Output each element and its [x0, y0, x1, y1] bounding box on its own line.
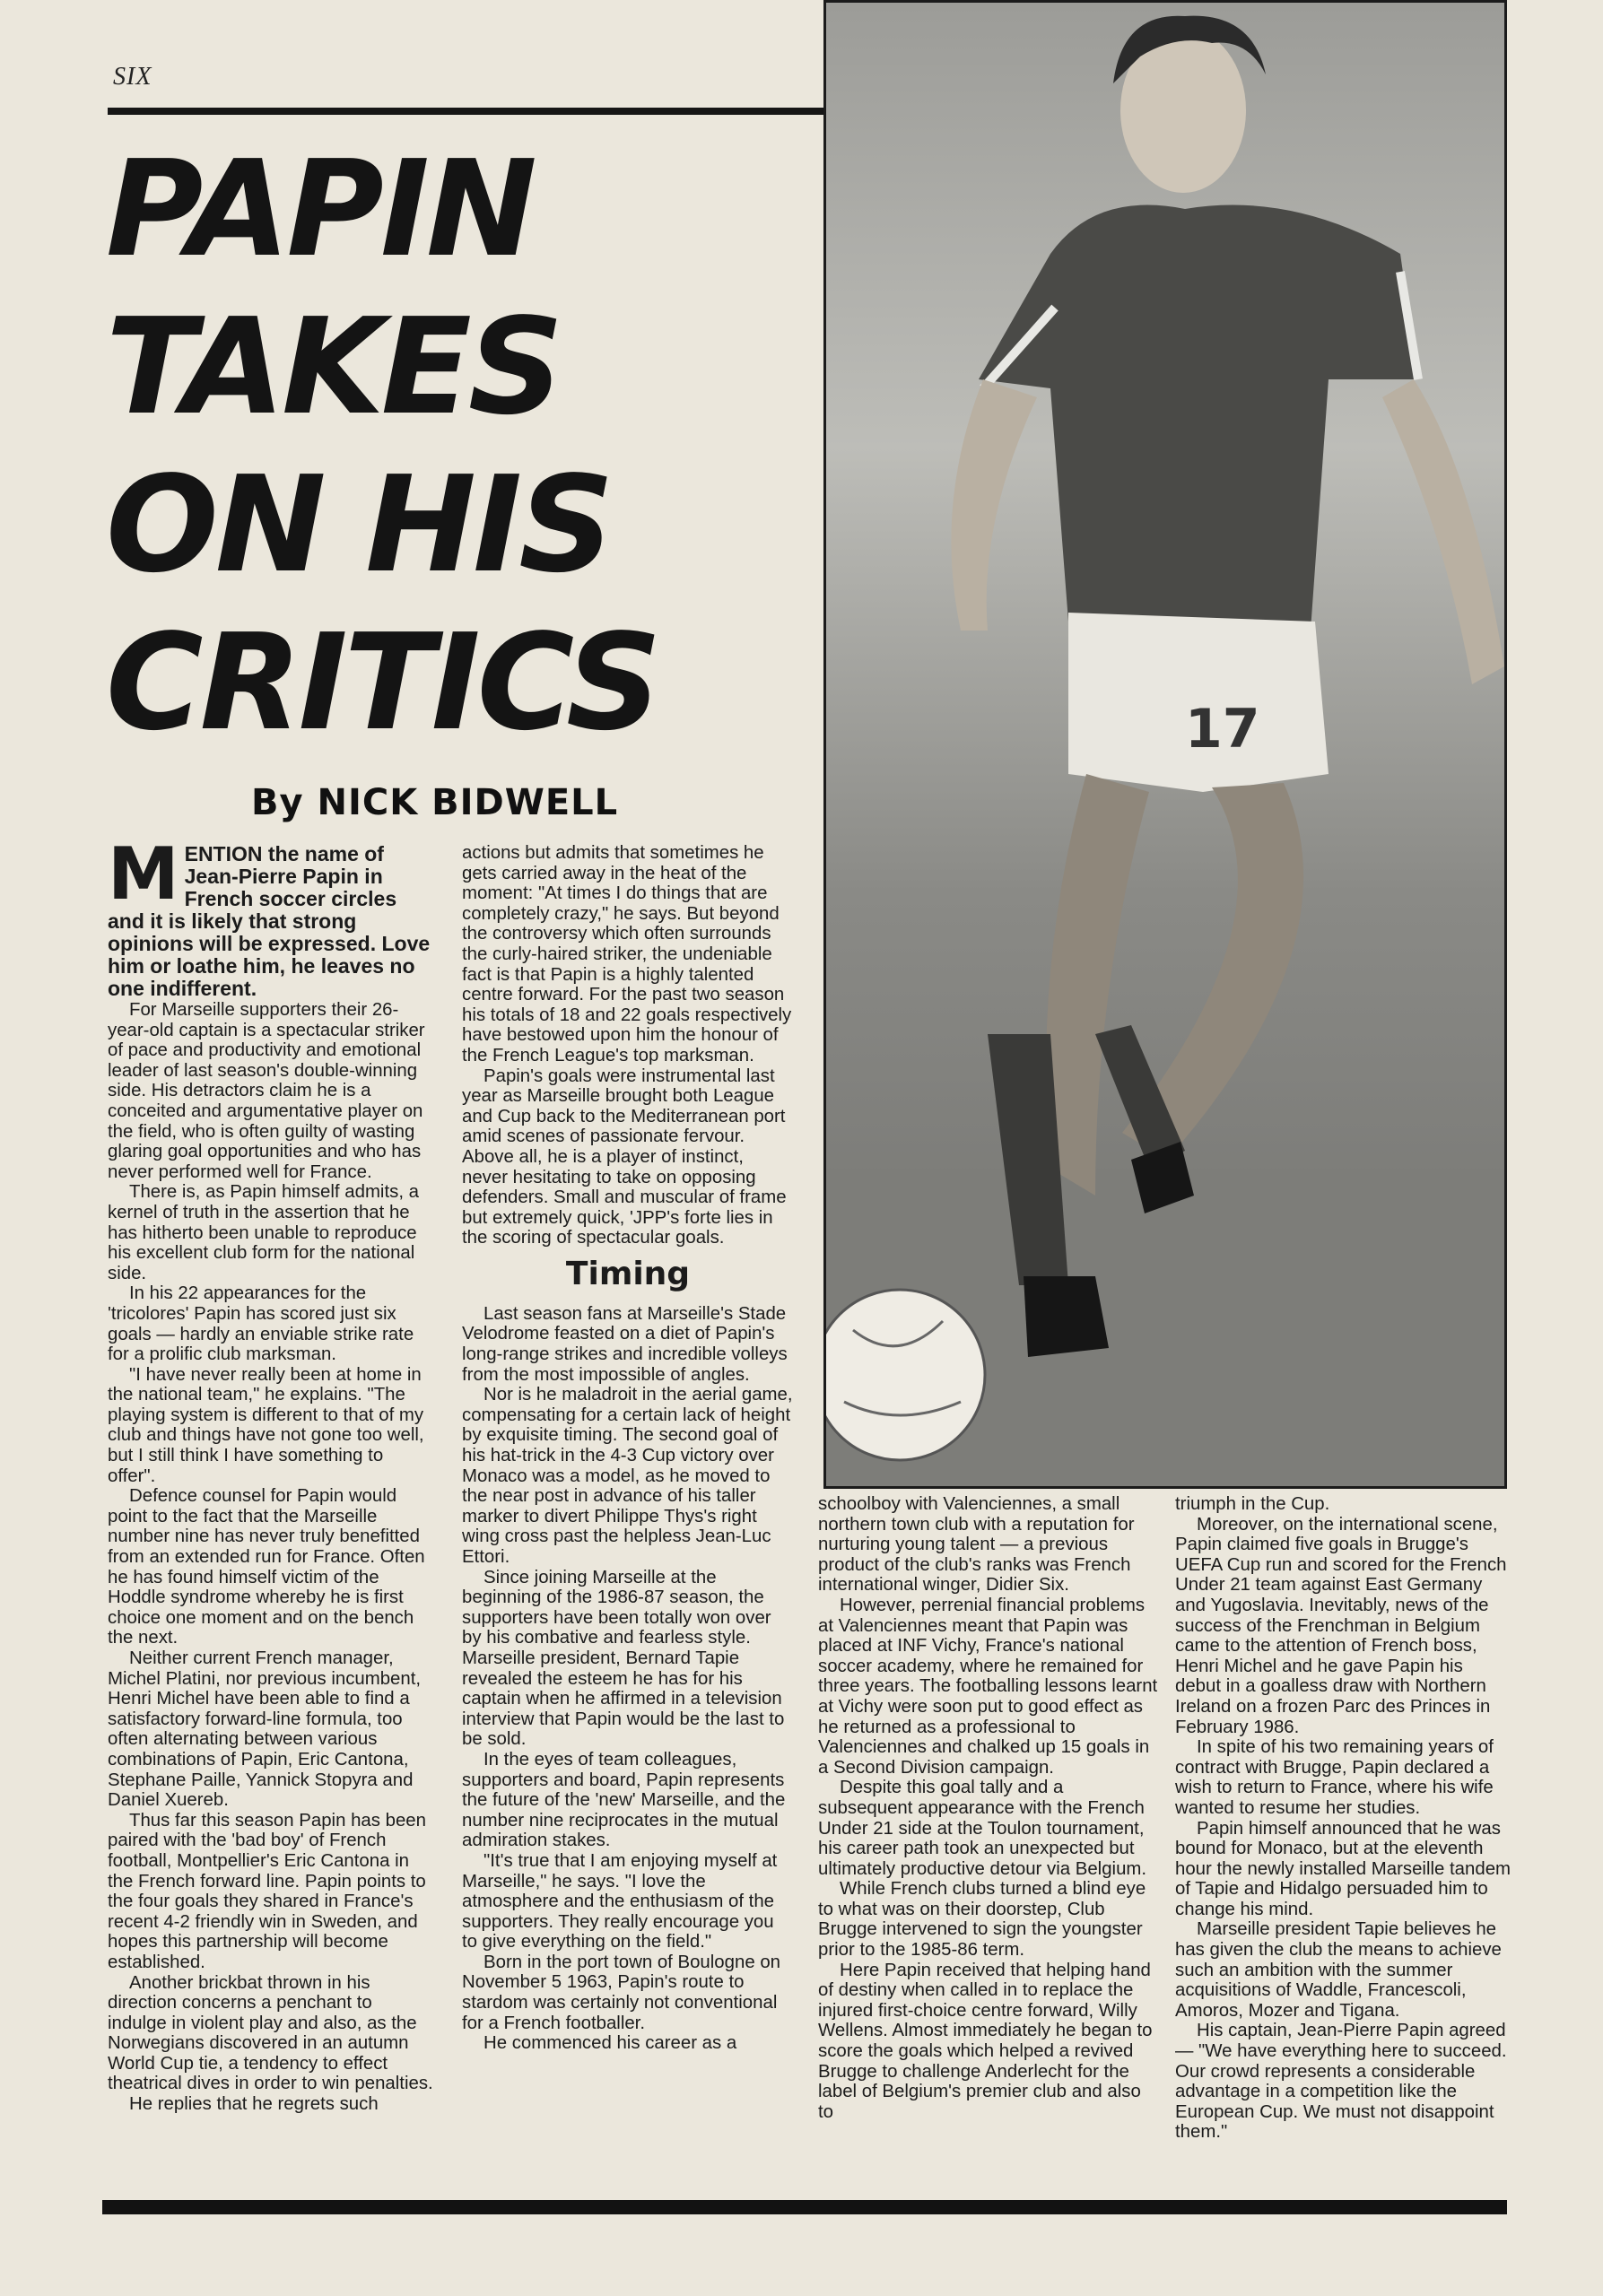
paragraph: Last season fans at Marseille's Stade Velodrome feasted on a diet of Papin's long-range strikes and incredible volleys from the most impossible of angles. [462, 1303, 788, 1385]
headline-line: TAKES [106, 290, 561, 444]
paragraph: In spite of his two remaining years of contract with Brugge, Papin declared a wish to return to France, where his wife wanted to resume her studies. [1175, 1737, 1494, 1818]
paragraph: Papin himself announced that he was bound for Monaco, but at the eleventh hour the newly installed Marseille tandem of Tapie and Hidalgo persuaded him to change his mind. [1175, 1818, 1512, 1919]
paragraph: Marseille president Tapie believes he has given the club the means to achieve such an ambition with the summer acquisitions of Waddle, Francescoli, Amoros, Mozer and Tigana. [1175, 1919, 1502, 2021]
player-photo [823, 0, 1507, 1489]
paragraph: Born in the port town of Boulogne on November 5 1963, Papin's route to stardom was certainly not conventional for a French footballer. [462, 1952, 781, 2033]
paragraph: schoolboy with Valenciennes, a small northern town club with a reputation for nurturing young talent — a previous product of the club's ranks was French international winger, Didier Six. [818, 1494, 1135, 1596]
paragraph: Neither current French manager, Michel Platini, nor previous incumbent, Henri Michel have been able to find a satisfactory forward-line formula, too often alternating between various combinations of Papin, Eric Cantona, Stephane Paille, Yannick Stopyra and Daniel Xuereb. [108, 1648, 422, 1811]
article-column-2 [462, 843, 794, 2054]
paragraph: There is, as Papin himself admits, a kernel of truth in the assertion that he has hitherto been unable to reproduce his excellent club form for the national side. [108, 1182, 419, 1283]
paragraph: "It's true that I am enjoying myself at Marseille," he says. "I love the atmosphere and the enthusiasm of the supporters. They really encourage you to give everything on the field." [462, 1850, 778, 1952]
paragraph: While French clubs turned a blind eye to what was on their doorstep, Club Brugge intervened to sign the youngster prior to the 1985-86 term. [818, 1879, 1146, 1961]
paragraph: Papin's goals were instrumental last year as Marseille brought both League and Cup back to the Mediterranean port amid scenes of passionate fervour. Above all, he is a player of instinct, never hesitating to take on opposing defenders. Small and muscular of frame but extremely quick, 'JPP's forte lies in the scoring of spectacular goals. [462, 1065, 787, 1248]
lead-text: ENTION the name of Jean-Pierre Papin in French soccer circles and it is likely that strong opinions will be expressed. Love him or loathe him, he leaves no one indifferent. [108, 842, 431, 1000]
paragraph: He replies that he regrets such [129, 2094, 379, 2115]
paragraph: He commenced his career as a [484, 2033, 737, 2054]
paragraph: In his 22 appearances for the 'tricolores' Papin has scored just six goals — hardly an enviable strike rate for a prolific club marksman. [108, 1283, 414, 1365]
subheading: Timing [565, 1255, 691, 1292]
paragraph: His captain, Jean-Pierre Papin agreed — "We have everything here to succeed. Our crowd represents a considerable advantage in a competition like the European Cup. We must not disappoint them." [1175, 2021, 1507, 2143]
paragraph: Here Papin received that helping hand of destiny when called in to replace the injured first-choice centre forward, Willy Wellens. Almost immediately he began to score the goals which helped a revived Brugge to challenge Anderlecht for the label of Belgium's premier club and also to [818, 1960, 1153, 2122]
byline: By NICK BIDWELL [251, 782, 619, 823]
headline-line: ON HIS [106, 448, 611, 602]
headline-line: CRITICS [106, 605, 658, 760]
player-illustration [826, 3, 1504, 1486]
top-rule [108, 108, 825, 115]
paragraph: Moreover, on the international scene, Papin claimed five goals in Brugge's UEFA Cup run and scored for the French Under 21 team against East Germany and Yugoslavia. Inevitably, news of the success of the Frenchman in Belgium came to the attention of French boss, Henri Michel and he gave Papin his debut in a goalless draw with Northern Ireland on a frozen Parc des Princes in February 1986. [1175, 1514, 1507, 1737]
page-number-label: SIX [113, 63, 152, 91]
lead-paragraph [108, 832, 435, 1000]
paragraph: However, perrenial financial problems at Valenciennes meant that Papin was placed at INF Vichy, France's national soccer academy, where he remained for three years. The footballing lessons learnt at Vichy were soon put to good effect as he returned as a professional to Valenciennes and chalked up 15 goals in a Second Division campaign. [818, 1595, 1158, 1778]
headline-line: PAPIN [106, 132, 534, 286]
shirt-number: 17 [1185, 698, 1260, 761]
headline [106, 130, 823, 761]
bottom-rule [102, 2200, 1507, 2214]
paragraph: "I have never really been at home in the national team," he explains. "The playing system is different to that of my club and things have not gone too well, but I still think I have something to offer". [108, 1364, 424, 1486]
paragraph: Nor is he maladroit in the aerial game, compensating for a certain lack of height by exquisite timing. The second goal of his hat-trick in the 4-3 Cup victory over Monaco was a model, as he moved to the near post in advance of his taller marker to divert Philippe Thys's right wing cross past the helpless Jean-Luc Ettori. [462, 1385, 793, 1567]
paragraph: Defence counsel for Papin would point to the fact that the Marseille number nine has never truly benefitted from an extended run for France. Often he has found himself victim of the Hoddle syndrome whereby he is first choice one moment and on the bench the next. [108, 1486, 425, 1648]
article-column-3 [818, 1494, 1159, 2122]
drop-cap: M [108, 832, 179, 916]
paragraph: For Marseille supporters their 26-year-old captain is a spectacular striker of pace and productivity and emotional leader of last season's double-winning side. His detractors claim he is a conceited and argumentative player on the field, who is often guilty of wasting glaring goal opportunities and who has never performed well for France. [108, 1000, 425, 1182]
paragraph: actions but admits that sometimes he gets carried away in the heat of the moment: "At times I do things that are completely crazy," he says. But beyond the controversy which often surrounds the curly-haired striker, the undeniable fact is that Papin is a highly talented centre forward. For the past two season his totals of 18 and 22 goals respectively have bestowed upon him the honour of the French League's top marksman. [462, 843, 792, 1065]
paragraph: In the eyes of team colleagues, supporters and board, Papin represents the future of the 'new' Marseille, and the number nine reciprocates in the mutual admiration stakes. [462, 1749, 786, 1851]
article-column-1 [108, 832, 435, 2115]
paragraph: Thus far this season Papin has been paired with the 'bad boy' of French football, Montpellier's Eric Cantona in the French forward line. Papin points to the four goals they shared in France's recent 4-2 friendly win in Sweden, and hopes this partnership will become established. [108, 1810, 426, 1972]
article-column-4 [1175, 1494, 1512, 2143]
paragraph: triumph in the Cup. [1175, 1494, 1330, 1514]
paragraph: Another brickbat thrown in his direction concerns a penchant to indulge in violent play and also, as the Norwegians discovered in an autumn World Cup tie, a tendency to effect theatrical dives in order to win penalties. [108, 1972, 433, 2094]
paragraph: Despite this goal tally and a subsequent appearance with the French Under 21 side at the Toulon tournament, his career path took an unexpected but ultimately productive detour via Belgium. [818, 1778, 1147, 1879]
paragraph: Since joining Marseille at the beginning of the 1986-87 season, the supporters have been totally won over by his combative and fearless style. Marseille president, Bernard Tapie revealed the esteem he has for his captain when he affirmed in a television interview that Papin would be the last to be sold. [462, 1567, 785, 1750]
